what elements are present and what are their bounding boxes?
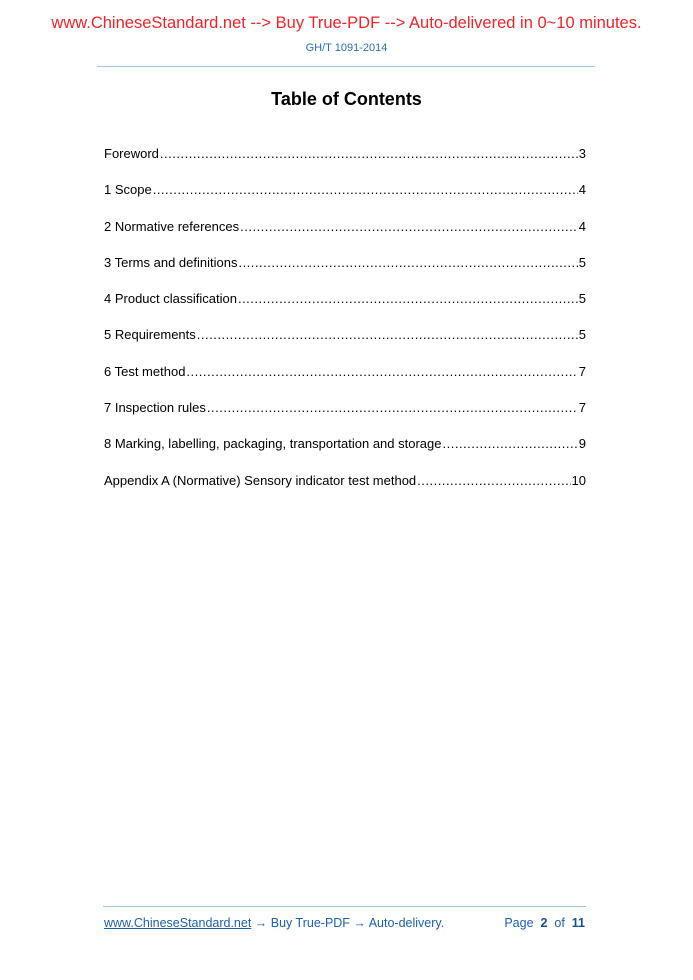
toc-dot-leader: [238, 255, 577, 271]
toc-entry-label: 4 Product classification: [104, 291, 237, 307]
toc-page-number: 5: [578, 327, 586, 343]
toc-dot-leader: [160, 146, 578, 162]
toc-entry-foreword[interactable]: [104, 146, 586, 182]
toc-entry-requirements[interactable]: [104, 327, 586, 363]
toc-dot-leader: [186, 364, 577, 380]
toc-entry-label: 7 Inspection rules: [104, 400, 206, 416]
toc-entry-test-method[interactable]: [104, 364, 586, 400]
toc-entry-appendix-a[interactable]: [104, 473, 586, 509]
toc-entry-terms-and-definitions[interactable]: [104, 255, 586, 291]
toc-entry-label: 1 Scope: [104, 182, 152, 198]
toc-entry-marking-labelling[interactable]: [104, 436, 586, 472]
page-title: Table of Contents: [271, 89, 422, 109]
toc-page-number: 7: [578, 363, 586, 379]
footer-divider: [103, 906, 586, 907]
page-indicator: [504, 916, 585, 930]
toc-page-number: 7: [578, 400, 586, 416]
footer-promo-text: → Buy True-PDF → Auto-delivery.: [251, 916, 445, 930]
total-page-count: 11: [571, 916, 585, 930]
toc-page-number: 3: [578, 146, 586, 161]
toc-entry-label: 8 Marking, labelling, packaging, transportation and storage: [104, 436, 442, 452]
toc-page-number: 5: [578, 291, 586, 307]
toc-entry-label: Foreword: [104, 146, 159, 161]
toc-dot-leader: [197, 327, 578, 343]
toc-entry-label: 5 Requirements: [104, 327, 196, 343]
toc-page-number: 9: [578, 436, 586, 452]
toc-entry-scope[interactable]: [104, 182, 586, 218]
toc-entry-product-classification[interactable]: [104, 291, 586, 327]
toc-entry-normative-references[interactable]: [104, 219, 586, 255]
toc-dot-leader: [443, 436, 578, 452]
toc-entry-label: 2 Normative references: [104, 218, 240, 234]
toc-entry-label: 3 Terms and definitions: [104, 254, 238, 270]
footer-promo: [104, 916, 444, 930]
page-word: Page: [504, 916, 534, 930]
toc-dot-leader: [417, 473, 570, 489]
toc-page-number: 10: [571, 472, 586, 488]
toc-dot-leader: [153, 182, 578, 198]
toc-dot-leader: [207, 400, 578, 416]
toc-dot-leader: [238, 291, 578, 307]
of-word: of: [554, 916, 565, 930]
toc-page-number: 4: [578, 218, 586, 234]
header-divider: [97, 66, 595, 67]
toc-entry-inspection-rules[interactable]: [104, 400, 586, 436]
footer-site-link[interactable]: www.ChineseStandard.net: [104, 916, 252, 930]
toc-entry-label: 6 Test method: [104, 363, 186, 379]
toc-page-number: 4: [578, 182, 586, 198]
toc-entry-label: Appendix A (Normative) Sensory indicator test method: [104, 472, 417, 488]
document-code: GH/T 1091-2014: [305, 42, 388, 54]
current-page-number: 2: [540, 916, 548, 930]
toc-page-number: 5: [578, 254, 586, 270]
table-of-contents: [104, 146, 586, 509]
top-banner[interactable]: www.ChineseStandard.net --> Buy True-PDF --> Auto-delivered in 0~10 minutes.: [51, 14, 642, 32]
toc-dot-leader: [240, 219, 578, 235]
